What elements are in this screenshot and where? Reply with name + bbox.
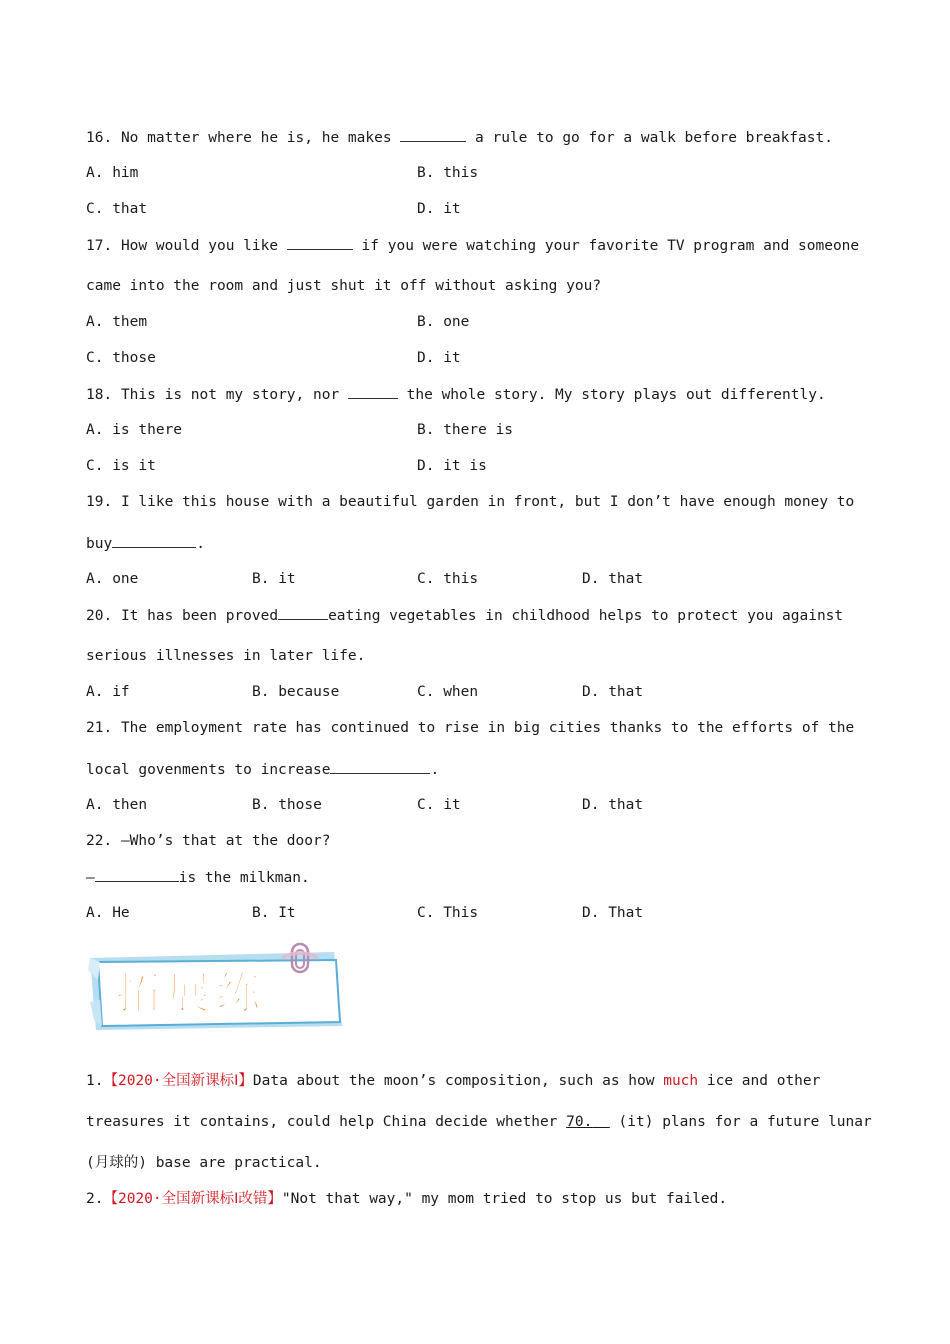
extension-section	[86, 1069, 872, 1223]
option-a[interactable]: A. him	[86, 165, 139, 181]
option-c[interactable]: C. that	[86, 201, 148, 217]
option-d[interactable]: D. that	[582, 684, 644, 700]
option-d[interactable]: D. that	[582, 571, 644, 587]
options-row	[86, 567, 846, 603]
question-21-continued: local govenments to increase .	[86, 757, 846, 793]
extension-item-1-line-3: (月球的) base are practical.	[86, 1155, 322, 1171]
answer-blank[interactable]	[112, 531, 196, 548]
question-17-continued: came into the room and just shut it off without asking you?	[86, 278, 602, 294]
option-a[interactable]: A. them	[86, 314, 148, 330]
option-a[interactable]: A. is there	[86, 422, 183, 438]
option-c[interactable]: C. when	[417, 684, 479, 700]
option-a[interactable]: A. if	[86, 684, 130, 700]
option-b[interactable]: B. it	[252, 571, 296, 587]
option-b[interactable]: B. this	[417, 165, 479, 181]
answer-blank[interactable]	[95, 865, 179, 882]
options-row	[86, 161, 846, 197]
option-c[interactable]: C. This	[417, 905, 479, 921]
question-17: 17. How would you like if you were watching your favorite TV program and someone	[86, 233, 846, 274]
option-c[interactable]: C. it	[417, 797, 461, 813]
extension-item-2: 2.【2020·全国新课标Ⅰ改错】"Not that way," my mom tried to stop us but failed.	[86, 1191, 728, 1207]
question-22-continued: — is the milkman.	[86, 865, 846, 901]
answer-number[interactable]: 70.	[566, 1114, 593, 1130]
options-row	[86, 310, 846, 346]
extension-item-1: 1.【2020·全国新课标Ⅰ】Data about the moon’s composition, such as how much ice and other	[86, 1073, 821, 1089]
option-a[interactable]: A. one	[86, 571, 139, 587]
question-20-continued: serious illnesses in later life.	[86, 648, 366, 664]
answer-blank[interactable]	[400, 125, 466, 142]
question-19: 19. I like this house with a beautiful garden in front, but I don’t have enough money to	[86, 494, 855, 510]
option-c[interactable]: C. this	[417, 571, 479, 587]
question-16: 16. No matter where he is, he makes a rule to go for a walk before breakfast.	[86, 125, 846, 161]
options-row	[86, 197, 846, 233]
option-b[interactable]: B. one	[417, 314, 470, 330]
option-c[interactable]: C. is it	[86, 458, 156, 474]
options-row	[86, 454, 846, 490]
option-d[interactable]: D. it is	[417, 458, 487, 474]
options-row	[86, 680, 846, 716]
question-19-continued: buy .	[86, 531, 846, 567]
question-18: 18. This is not my story, nor the whole story. My story plays out differently.	[86, 382, 846, 418]
answer-blank[interactable]	[330, 757, 430, 774]
answer-blank[interactable]	[287, 233, 353, 250]
option-d[interactable]: D. it	[417, 201, 461, 217]
option-d[interactable]: D. it	[417, 350, 461, 366]
extension-item-1-line-2: treasures it contains, could help China decide whether 70. (it) plans for a future lunar	[86, 1114, 872, 1130]
section-banner	[86, 940, 348, 1036]
options-row	[86, 346, 846, 382]
source-tag: 【2020·全国新课标Ⅰ改错】	[103, 1191, 282, 1207]
option-b[interactable]: B. there is	[417, 422, 514, 438]
option-c[interactable]: C. those	[86, 350, 156, 366]
option-d[interactable]: D. That	[582, 905, 644, 921]
highlighted-word: much	[663, 1073, 699, 1089]
question-20: 20. It has been proved eating vegetables in childhood helps to protect you against	[86, 603, 846, 644]
option-b[interactable]: B. those	[252, 797, 322, 813]
option-b[interactable]: B. because	[252, 684, 340, 700]
source-tag: 【2020·全国新课标Ⅰ】	[103, 1073, 253, 1089]
option-a[interactable]: A. He	[86, 905, 130, 921]
options-row	[86, 418, 846, 454]
banner-title: 拓展练	[116, 968, 266, 1019]
option-d[interactable]: D. that	[582, 797, 644, 813]
question-22: 22. —Who’s that at the door?	[86, 833, 331, 849]
answer-blank[interactable]	[348, 382, 398, 399]
option-b[interactable]: B. It	[252, 905, 296, 921]
options-row	[86, 793, 846, 829]
answer-blank[interactable]	[278, 603, 328, 620]
option-a[interactable]: A. then	[86, 797, 148, 813]
options-row	[86, 901, 846, 937]
question-21: 21. The employment rate has continued to rise in big cities thanks to the efforts of the	[86, 720, 855, 736]
question-list	[86, 125, 860, 937]
